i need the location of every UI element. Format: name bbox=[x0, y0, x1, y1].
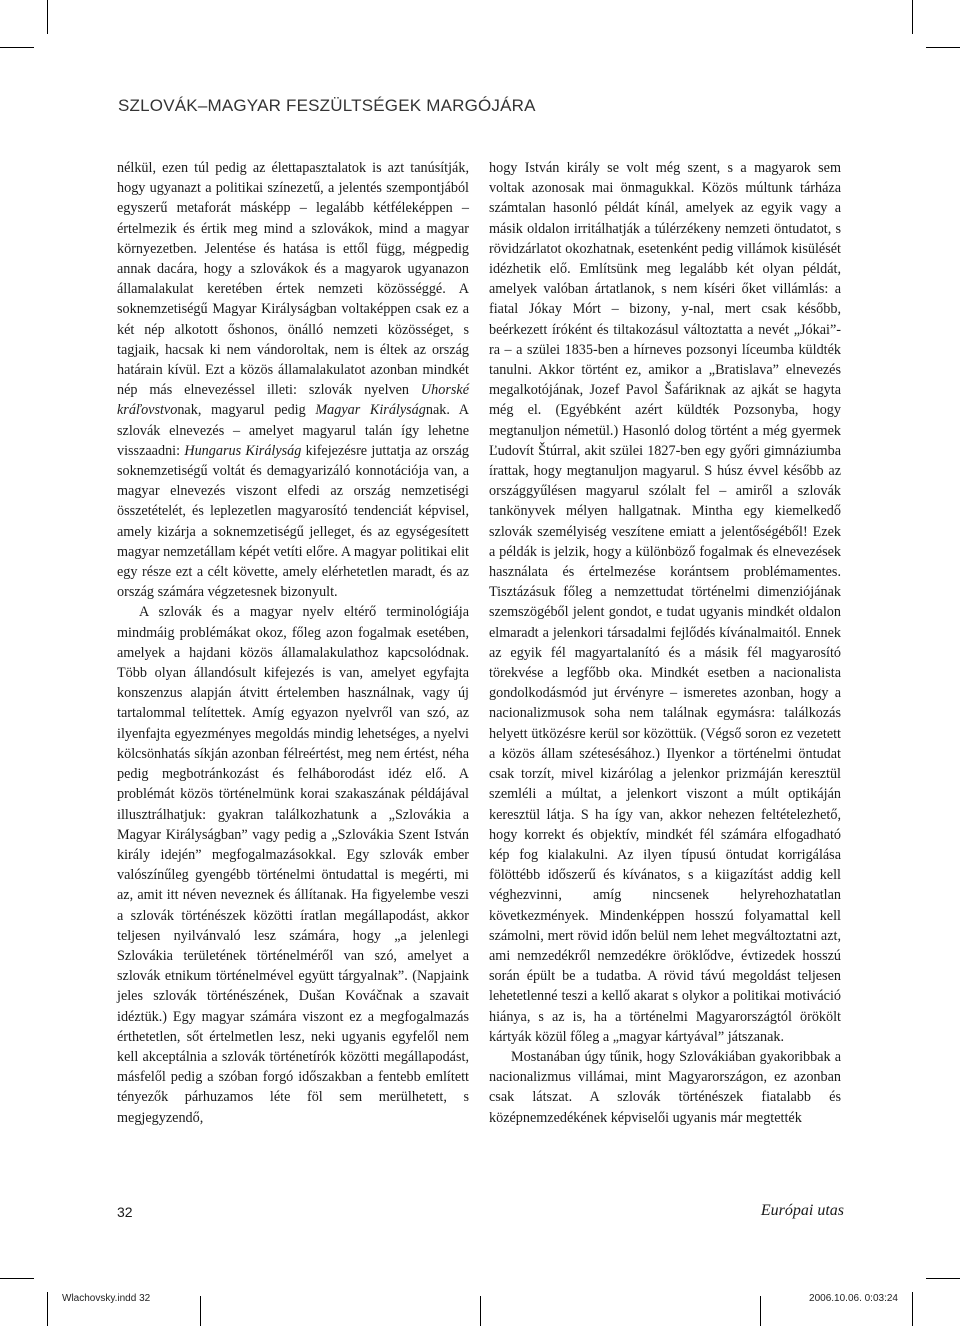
registration-mark bbox=[480, 1296, 481, 1326]
crop-mark bbox=[47, 0, 48, 34]
crop-mark bbox=[926, 1278, 960, 1279]
italic-term: Hungarus Királyság bbox=[184, 442, 302, 459]
paragraph: A szlovák és a magyar nyelv eltérő terminológiája mindmáig problémákat okoz, főleg azon fogalmak esetében, amelyek a hajdani közös államalakulathoz kapcsolódnak. Több olyan állandósult kifejezés is van, amelyet egyfajta konszenzus alapján átvitt értelemben használnak, vagy új tartalommal telítettek. Amíg egyazon nyelvről van szó, az ilyenfajta egyezményes megoldás mindig lehetséges, a nyelvi kölcsönhatás síkján azonban félreértést, meg nem értést, néha pedig megbotránkozást és felháborodást idéz elő. A problémát közös történelmünk korai szakaszának példájával illusztrálhatjuk: gyakran találkozhatunk a „Szlovákia a Magyar Királyságban” vagy pedig a „Szlovákia Szent István király idején” megfogalmazásokkal. Egy szlovák ember valószínűleg gyengébb történelmi öntudattal is megérti, mi az, amit itt néven neveznek és állítanak. Ha figyelembe veszi a szlovák történészek közötti íratlan megállapodást, akkor teljesen nyilvánvaló lesz számára, hogy „a jelenlegi Szlovákia területének történelméről van szó, amelyet a szlovák etnikum történelmével együtt tárgyalnak”. (Napjaink jeles szlovák történészének, Dušan Kováčnak a szavait idéztük.) Egy magyar számára viszont ez a megfogalmazás érthetetlen, sőt értelmetlen lesz, neki ugyanis egyfelől nem kell akceptálnia a szlovák történetírók közötti megállapodást, másfelől pedig a szóban forgó időszakban a fentebb említett tényezők párhuzamos léte föl sem merülhetett, s megjegyzendő, bbox=[117, 604, 469, 1126]
registration-mark bbox=[200, 1296, 201, 1326]
paragraph: hogy István király se volt még szent, s a magyarok sem voltak azonosak mai önmagukkal. Közös múltunk tárháza számtalan hasonló példát kínál, amelyek az egyik vagy a másik oldalon irritálhatják a túlérzékeny nemzeti öntudatot, s rövidzárlatot okozhatnak, esetenként pedig villámok kisülését idézhetik elő. Említsünk meg legalább két olyan példát, amelyek valóban ártatlanok, s nem kíséri őket villámlás: a fiatal Jókay Mórt – bizony, y-nal, mert csak később, beérkezett íróként és tiltakozásul változtatta a nevét „Jókai”-ra – a szülei 1835-ben a hírneves pozsonyi líceumba küldték tanulni. Akkor történt ez, amikor a „Bratislava” elnevezés megalkotójának, Jozef Pavol Šafáriknak az ajkát se hagyta még el. (Egyébként azért küldték Pozsonyba, hogy megtanuljon németül.) Hasonló dolog történt a még gyermek Ľudovít Štúrral, akit szülei 1827-ben egy győri gimnáziumba írattak, hogy megtanuljon magyarul. S húsz évvel később az országgyűlésen magyarul szólalt fel – amiről a szlovák tankönyvek mélyen hallgatnak. Mintha egy kiemelkedő szlovák személyiség veszítene emiatt a jelentőségéből! Ezek a példák is jelzik, hogy a különböző fogalmak és elnevezések használata és értelmezése korántsem problémamentes. Tisztázásuk főleg a nemzettudat történelmi dimenziójának szemszögéből jelent gondot, e tudat ugyanis mindkét oldalon elmaradt a jelenkori társadalmi fejlődés kívánalmaitól. Ennek az egyik fél magyartalanító és a másik fél magyarosító törekvése a legfőbb oka. Mindkét esetben a nacionalista gondolkodásmód jut érvényre – ismeretes azonban, hogy a nacionalizmusok soha nem találnak egymásra: találkozás helyett ütközésre kerül sor közöttük. (Végső soron ez vezetett a közös állam szétesésához.) Ilyenkor a történelmi öntudat csak torzít, mivel kizárólag a jelenkor prizmáján keresztül szemléli a múltat, a jelenkort viszont a múlt optikáján keresztül látja. S ha így van, akkor nehezen feltételezhető, hogy korrekt és objektív, mindkét fél számára elfogadható kép fog kialakulni. Az ilyen típusú öntudat korrigálása fölöttébb időszerű és kívánatos, s a kiigazítást addig kell véghezvinni, amíg nincsenek helyrehozhatatlan következmények. Mindenképpen hosszú folyamattal kell számolni, mert rövid időn belül nem lehet megváltoztatni azt, ami nemzedékről nemzedékre öröklődve, évtizedek hosszú során épült be a tudatba. A rövid távú megoldást teljesen lehetetlenné teszi a kellő akarat s olykor a politikai motiváció hiánya, s az is, ha a történelmi Magyarországtól örökölt kártyák közül főleg a „magyar kártyával” játszanak. bbox=[489, 160, 841, 1045]
italic-term: Uhorské kráľovstvo bbox=[117, 382, 469, 419]
print-slug-date: 2006.10.06. 0:03:24 bbox=[809, 1293, 898, 1304]
text-run: kifejezésre juttatja az ország soknemzetiségű voltát és demagyarizáló konnotációja van, a magyar elnevezés viszont elfedi az ország nemzetiségi összetételét, és leplezetlen magyarosító tendenciát képvisel, amely kizárja a soknemzetiségű jelleget, és az egységesített magyar nemzetállam képét vetíti előre. A magyar politikai elit egy része ezt a célt követte, amely elérhetetlen maradt, és az ország számára végzetesnek bizonyult. bbox=[117, 442, 470, 601]
crop-mark bbox=[912, 1292, 913, 1326]
text-run: nélkül, ezen túl pedig az élettapasztalatok is azt tanúsítják, hogy ugyanazt a politikai színezetű, a jelentés szempontjából egyszerű metaforát másképp – legalább kétféleképpen – értelmezik és értik meg mind a szlovákok, mind a magyar környezetben. Jelentése és hatása is ettől függ, mégpedig annak dacára, hogy a szlovákok és a magyarok ugyanazon államalakulat keretében értek nemzeti közösséggé. A soknemzetiségű Magyar Királyságban voltaképpen csak ez a két nép alkotott őshonos, önálló nemzeti közösséget, s tagjaik, hacsak ki nem vándoroltak, nem is éltek az ország határain kívül. Ezt a közös államalakulatot azonban mindkét nép más elnevezéssel illeti: szlovák nyelven bbox=[117, 160, 469, 399]
text-run: nak. A szlovák elnevezés – amelyet magyarul talán így lehetne visszaadni: bbox=[117, 402, 469, 459]
crop-mark bbox=[912, 0, 913, 34]
crop-mark bbox=[926, 47, 960, 48]
paragraph: Mostanában úgy tűnik, hogy Szlovákiában gyakoribbak a nacionalizmus villámai, mint Magyarországon, ez azonban csak látszat. A szlovák történészek fiatalabb és középnemzedékének képviselői ugyanis már megtették bbox=[489, 1048, 841, 1126]
page-number: 32 bbox=[117, 1204, 133, 1220]
paragraph bbox=[117, 158, 469, 602]
crop-mark bbox=[47, 1292, 48, 1326]
text-run: nak, magyarul pedig bbox=[177, 402, 316, 419]
right-column bbox=[489, 158, 841, 1128]
journal-name: Európai utas bbox=[760, 1202, 844, 1219]
crop-mark bbox=[0, 47, 34, 48]
registration-mark bbox=[760, 1296, 761, 1326]
print-slug-file: Wlachovsky.indd 32 bbox=[62, 1293, 151, 1304]
italic-term: Magyar Királyság bbox=[315, 402, 426, 419]
running-head: SZLOVÁK–MAGYAR FESZÜLTSÉGEK MARGÓJÁRA bbox=[118, 96, 536, 115]
crop-mark bbox=[0, 1278, 34, 1279]
left-column bbox=[117, 158, 469, 1128]
